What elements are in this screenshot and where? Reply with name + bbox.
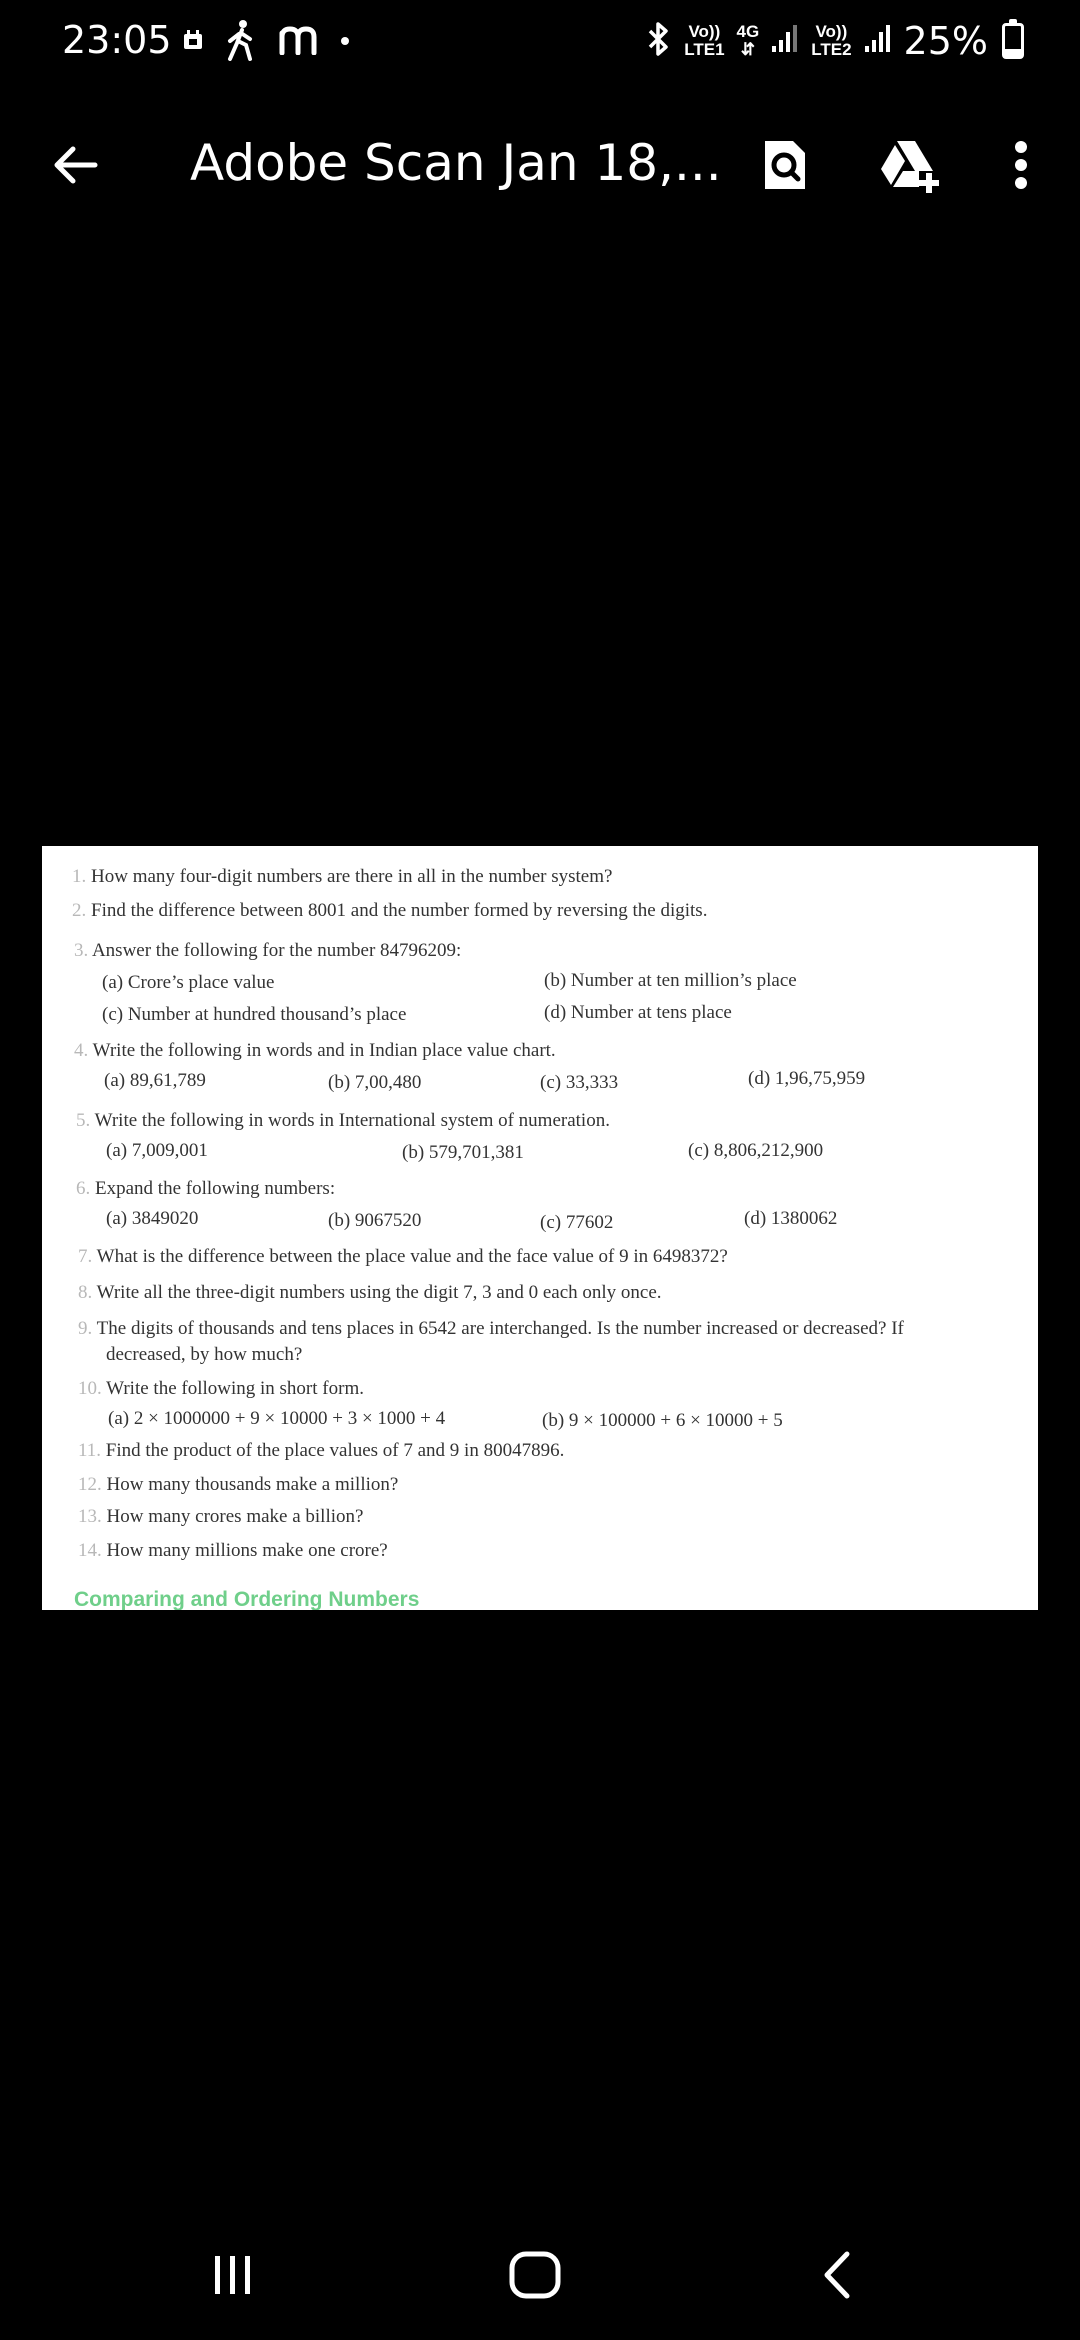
data-arrows-icon: ⇵ xyxy=(740,40,755,59)
question-14 xyxy=(78,1540,388,1562)
dot-icon xyxy=(340,33,350,51)
network-type xyxy=(737,23,760,59)
question-text: Answer the following for the number 84796209: xyxy=(91,940,462,961)
home-button[interactable] xyxy=(490,2240,580,2310)
home-icon xyxy=(508,2250,562,2300)
walking-icon xyxy=(226,19,256,66)
question-9-continued: decreased, by how much? xyxy=(106,1344,303,1365)
question-number: 10. xyxy=(78,1378,102,1399)
q4-option-b: (b) 7,00,480 xyxy=(328,1072,422,1093)
q5-option-c: (c) 8,806,212,900 xyxy=(688,1140,824,1161)
volte2-label: Vo)) xyxy=(815,22,848,41)
question-11 xyxy=(78,1440,564,1462)
google-drive-add-icon xyxy=(879,137,943,193)
volte1-label: Vo)) xyxy=(688,22,721,41)
page-title: Adobe Scan Jan 18,... xyxy=(190,134,722,192)
question-13 xyxy=(78,1506,363,1528)
question-number: 12. xyxy=(78,1474,102,1495)
question-2 xyxy=(72,900,707,922)
signal-icon-1 xyxy=(771,24,799,59)
q3-option-d: (d) Number at tens place xyxy=(544,1002,732,1023)
question-text: The digits of thousands and tens places in 6542 are interchanged. Is the number increased or decreased? If xyxy=(96,1318,904,1339)
q6-option-c: (c) 77602 xyxy=(540,1212,614,1233)
bluetooth-icon xyxy=(644,21,672,62)
q10-option-b: (b) 9 × 100000 + 6 × 10000 + 5 xyxy=(542,1410,783,1431)
status-time: 23:05 xyxy=(62,18,172,62)
question-number: 11. xyxy=(78,1440,102,1461)
question-number: 14. xyxy=(78,1540,102,1561)
arrow-left-icon xyxy=(51,145,99,185)
question-number: 3. xyxy=(74,940,89,961)
q10-option-a: (a) 2 × 1000000 + 9 × 10000 + 3 × 1000 + 4 xyxy=(108,1408,446,1429)
lte2-label: LTE2 xyxy=(811,40,852,59)
q4-option-a: (a) 89,61,789 xyxy=(104,1070,206,1091)
document-search-icon xyxy=(759,137,811,193)
q5-option-a: (a) 7,009,001 xyxy=(106,1140,208,1161)
question-number: 7. xyxy=(78,1246,93,1267)
notification-icons xyxy=(182,20,350,64)
question-text: Expand the following numbers: xyxy=(95,1178,336,1199)
section-heading: Comparing and Ordering Numbers xyxy=(74,1588,420,1610)
battery-level xyxy=(1005,49,1021,57)
question-number: 13. xyxy=(78,1506,102,1527)
question-4 xyxy=(74,1040,556,1062)
calendar-notification-icon xyxy=(182,29,204,56)
q3-option-c: (c) Number at hundred thousand’s place xyxy=(102,1004,407,1025)
more-options-button[interactable] xyxy=(986,130,1056,200)
network-type-label: 4G xyxy=(736,22,760,41)
question-number: 5. xyxy=(76,1110,91,1131)
question-number: 8. xyxy=(78,1282,93,1303)
question-10 xyxy=(78,1378,364,1400)
question-text: Find the difference between 8001 and the number formed by reversing the digits. xyxy=(91,900,708,921)
q6-option-b: (b) 9067520 xyxy=(328,1210,422,1231)
m-app-icon xyxy=(278,25,318,60)
status-bar xyxy=(0,0,1080,80)
add-to-drive-button[interactable] xyxy=(876,130,946,200)
q6-option-d: (d) 1380062 xyxy=(744,1208,838,1229)
more-vertical-icon xyxy=(1013,140,1029,190)
lte1-label: LTE1 xyxy=(684,40,725,59)
scanned-document-image[interactable] xyxy=(42,846,1038,1610)
question-7 xyxy=(78,1246,728,1268)
question-9 xyxy=(78,1318,904,1340)
status-right xyxy=(644,14,1024,68)
question-5 xyxy=(76,1110,610,1132)
network-lte2 xyxy=(811,23,851,59)
navigation-bar xyxy=(0,2220,1080,2330)
back-button[interactable] xyxy=(40,130,110,200)
question-text: How many thousands make a million? xyxy=(106,1474,399,1495)
question-6 xyxy=(76,1178,335,1200)
q3-option-a: (a) Crore’s place value xyxy=(102,972,275,993)
app-bar xyxy=(0,110,1080,210)
question-3 xyxy=(74,940,461,962)
question-number: 6. xyxy=(76,1178,91,1199)
question-8 xyxy=(78,1282,662,1304)
question-text: How many millions make one crore? xyxy=(106,1540,388,1561)
question-number: 4. xyxy=(74,1040,89,1061)
q3-option-b: (b) Number at ten million’s place xyxy=(544,970,797,991)
question-text: How many crores make a billion? xyxy=(106,1506,364,1527)
question-text: Write the following in words and in Indian place value chart. xyxy=(92,1040,556,1061)
battery-percent: 25% xyxy=(903,19,988,63)
signal-icon-2 xyxy=(864,24,892,59)
question-text: Write the following in words in International system of numeration. xyxy=(94,1110,610,1131)
chevron-left-icon xyxy=(819,2250,855,2300)
question-text: Write all the three-digit numbers using the digit 7, 3 and 0 each only once. xyxy=(96,1282,662,1303)
question-number: 9. xyxy=(78,1318,93,1339)
question-12 xyxy=(78,1474,398,1496)
question-number: 2. xyxy=(72,900,87,921)
search-document-button[interactable] xyxy=(750,130,820,200)
question-number: 1. xyxy=(72,866,87,887)
question-text: What is the difference between the place value and the face value of 9 in 6498372? xyxy=(96,1246,728,1267)
question-1 xyxy=(72,866,612,888)
question-text: Find the product of the place values of 7 and 9 in 80047896. xyxy=(105,1440,565,1461)
network-lte1 xyxy=(684,23,724,59)
battery-icon xyxy=(1002,23,1024,59)
q6-option-a: (a) 3849020 xyxy=(106,1208,199,1229)
q4-option-d: (d) 1,96,75,959 xyxy=(748,1068,866,1089)
q5-option-b: (b) 579,701,381 xyxy=(402,1142,524,1163)
recent-apps-icon xyxy=(211,2252,255,2298)
question-text: How many four-digit numbers are there in all in the number system? xyxy=(91,866,613,887)
back-nav-button[interactable] xyxy=(792,2240,882,2310)
recent-apps-button[interactable] xyxy=(188,2240,278,2310)
question-text: Write the following in short form. xyxy=(106,1378,364,1399)
q4-option-c: (c) 33,333 xyxy=(540,1072,619,1093)
